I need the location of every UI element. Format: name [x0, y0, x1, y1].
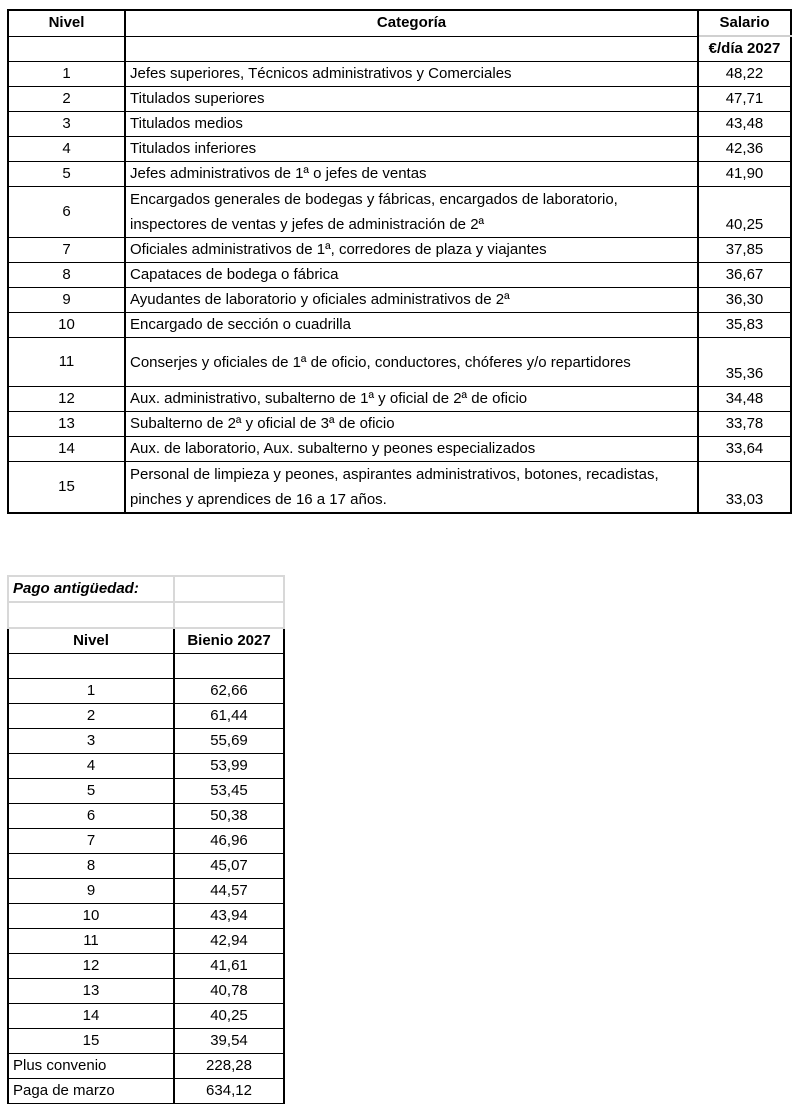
seniority-row — [8, 879, 284, 904]
extra-value: 634,12 — [174, 1079, 284, 1104]
salario-cell: 43,48 — [698, 112, 791, 137]
nivel-cell: 14 — [8, 437, 125, 462]
nivel-cell: 6 — [8, 187, 125, 238]
salario-cell: 42,36 — [698, 137, 791, 162]
nivel-cell: 1 — [8, 679, 174, 704]
nivel-cell: 8 — [8, 854, 174, 879]
salary-row — [8, 87, 791, 112]
salary-table — [7, 9, 792, 514]
header-bienio: Bienio 2027 — [174, 628, 284, 654]
nivel-cell: 15 — [8, 462, 125, 514]
salary-row — [8, 263, 791, 288]
seniority-row — [8, 779, 284, 804]
salary-row — [8, 313, 791, 338]
salario-cell: 48,22 — [698, 62, 791, 87]
seniority-header-row — [8, 628, 284, 654]
subheader-blank-nivel — [8, 36, 125, 62]
nivel-cell: 9 — [8, 879, 174, 904]
blank-row — [8, 602, 284, 628]
salary-subheader-row — [8, 36, 791, 62]
extra-row — [8, 1054, 284, 1079]
blank-cell — [8, 602, 174, 628]
categoria-cell: Subalterno de 2ª y oficial de 3ª de oficio — [125, 412, 698, 437]
salario-cell: 35,36 — [698, 338, 791, 387]
seniority-table — [7, 575, 285, 1104]
nivel-cell: 11 — [8, 338, 125, 387]
salary-row — [8, 112, 791, 137]
seniority-row — [8, 904, 284, 929]
bienio-cell: 44,57 — [174, 879, 284, 904]
salary-row — [8, 387, 791, 412]
blank-cell — [174, 576, 284, 602]
categoria-cell: Jefes superiores, Técnicos administrativos y Comerciales — [125, 62, 698, 87]
bienio-cell: 50,38 — [174, 804, 284, 829]
salary-row — [8, 62, 791, 87]
nivel-cell: 1 — [8, 62, 125, 87]
seniority-row — [8, 804, 284, 829]
seniority-row — [8, 754, 284, 779]
seniority-row — [8, 979, 284, 1004]
nivel-cell: 3 — [8, 729, 174, 754]
bienio-cell: 45,07 — [174, 854, 284, 879]
subheader-blank-categoria — [125, 36, 698, 62]
salario-cell: 33,64 — [698, 437, 791, 462]
salario-cell: 35,83 — [698, 313, 791, 338]
nivel-cell: 6 — [8, 804, 174, 829]
seniority-row — [8, 954, 284, 979]
header-salario: Salario — [698, 10, 791, 36]
categoria-cell: Ayudantes de laboratorio y oficiales administrativos de 2ª — [125, 288, 698, 313]
salary-row — [8, 462, 791, 514]
nivel-cell: 15 — [8, 1029, 174, 1054]
categoria-cell: Titulados inferiores — [125, 137, 698, 162]
blank-cell — [174, 654, 284, 679]
bienio-cell: 39,54 — [174, 1029, 284, 1054]
nivel-cell: 10 — [8, 904, 174, 929]
salario-cell: 40,25 — [698, 187, 791, 238]
bienio-cell: 42,94 — [174, 929, 284, 954]
salario-cell: 33,03 — [698, 462, 791, 514]
blank-cell — [174, 602, 284, 628]
salary-row — [8, 412, 791, 437]
header-nivel: Nivel — [8, 10, 125, 36]
categoria-cell: Encargado de sección o cuadrilla — [125, 313, 698, 338]
bienio-cell: 41,61 — [174, 954, 284, 979]
categoria-cell: Titulados medios — [125, 112, 698, 137]
nivel-cell: 5 — [8, 162, 125, 187]
categoria-cell: Oficiales administrativos de 1ª, corredores de plaza y viajantes — [125, 238, 698, 263]
nivel-cell: 5 — [8, 779, 174, 804]
seniority-row — [8, 1004, 284, 1029]
nivel-cell: 14 — [8, 1004, 174, 1029]
salary-row — [8, 288, 791, 313]
nivel-cell: 2 — [8, 704, 174, 729]
nivel-cell: 4 — [8, 137, 125, 162]
nivel-cell: 13 — [8, 979, 174, 1004]
nivel-cell: 11 — [8, 929, 174, 954]
seniority-row — [8, 1029, 284, 1054]
nivel-cell: 2 — [8, 87, 125, 112]
salary-row — [8, 238, 791, 263]
blank-cell — [8, 654, 174, 679]
nivel-cell: 12 — [8, 387, 125, 412]
nivel-cell: 12 — [8, 954, 174, 979]
salary-row — [8, 187, 791, 238]
categoria-cell: Jefes administrativos de 1ª o jefes de ventas — [125, 162, 698, 187]
salario-cell: 47,71 — [698, 87, 791, 112]
seniority-row — [8, 729, 284, 754]
bienio-cell: 43,94 — [174, 904, 284, 929]
nivel-cell: 7 — [8, 829, 174, 854]
salario-cell: 34,48 — [698, 387, 791, 412]
extra-row — [8, 1079, 284, 1104]
salary-row — [8, 437, 791, 462]
categoria-cell: Aux. de laboratorio, Aux. subalterno y peones especializados — [125, 437, 698, 462]
salary-row — [8, 338, 791, 387]
salary-row — [8, 162, 791, 187]
extra-value: 228,28 — [174, 1054, 284, 1079]
seniority-row — [8, 704, 284, 729]
salario-cell: 36,67 — [698, 263, 791, 288]
nivel-cell: 13 — [8, 412, 125, 437]
seniority-title-row — [8, 576, 284, 602]
salario-cell: 33,78 — [698, 412, 791, 437]
categoria-cell: Aux. administrativo, subalterno de 1ª y oficial de 2ª de oficio — [125, 387, 698, 412]
nivel-cell: 7 — [8, 238, 125, 263]
bienio-cell: 53,45 — [174, 779, 284, 804]
categoria-cell: Personal de limpieza y peones, aspirantes administrativos, botones, recadistas, pinches y aprendices de 16 a 17 años. — [125, 462, 698, 514]
bienio-cell: 40,78 — [174, 979, 284, 1004]
nivel-cell: 8 — [8, 263, 125, 288]
salary-header-row — [8, 10, 791, 36]
seniority-row — [8, 829, 284, 854]
salario-cell: 36,30 — [698, 288, 791, 313]
salario-cell: 37,85 — [698, 238, 791, 263]
nivel-cell: 4 — [8, 754, 174, 779]
seniority-title: Pago antigüedad: — [8, 576, 174, 602]
categoria-cell: Capataces de bodega o fábrica — [125, 263, 698, 288]
bienio-cell: 62,66 — [174, 679, 284, 704]
bienio-cell: 61,44 — [174, 704, 284, 729]
bienio-cell: 46,96 — [174, 829, 284, 854]
header-salario-unit: €/día 2027 — [698, 36, 791, 62]
categoria-cell: Conserjes y oficiales de 1ª de oficio, conductores, chóferes y/o repartidores — [125, 338, 698, 387]
bienio-cell: 40,25 — [174, 1004, 284, 1029]
bienio-cell: 53,99 — [174, 754, 284, 779]
extra-label: Plus convenio — [8, 1054, 174, 1079]
categoria-cell: Titulados superiores — [125, 87, 698, 112]
seniority-row — [8, 929, 284, 954]
categoria-cell: Encargados generales de bodegas y fábricas, encargados de laboratorio, inspectores de ventas y jefes de administración de 2ª — [125, 187, 698, 238]
salary-row — [8, 137, 791, 162]
seniority-row — [8, 854, 284, 879]
nivel-cell: 9 — [8, 288, 125, 313]
blank-row — [8, 654, 284, 679]
seniority-row — [8, 679, 284, 704]
extra-label: Paga de marzo — [8, 1079, 174, 1104]
bienio-cell: 55,69 — [174, 729, 284, 754]
header-categoria: Categoría — [125, 10, 698, 36]
nivel-cell: 10 — [8, 313, 125, 338]
header-nivel: Nivel — [8, 628, 174, 654]
salario-cell: 41,90 — [698, 162, 791, 187]
nivel-cell: 3 — [8, 112, 125, 137]
